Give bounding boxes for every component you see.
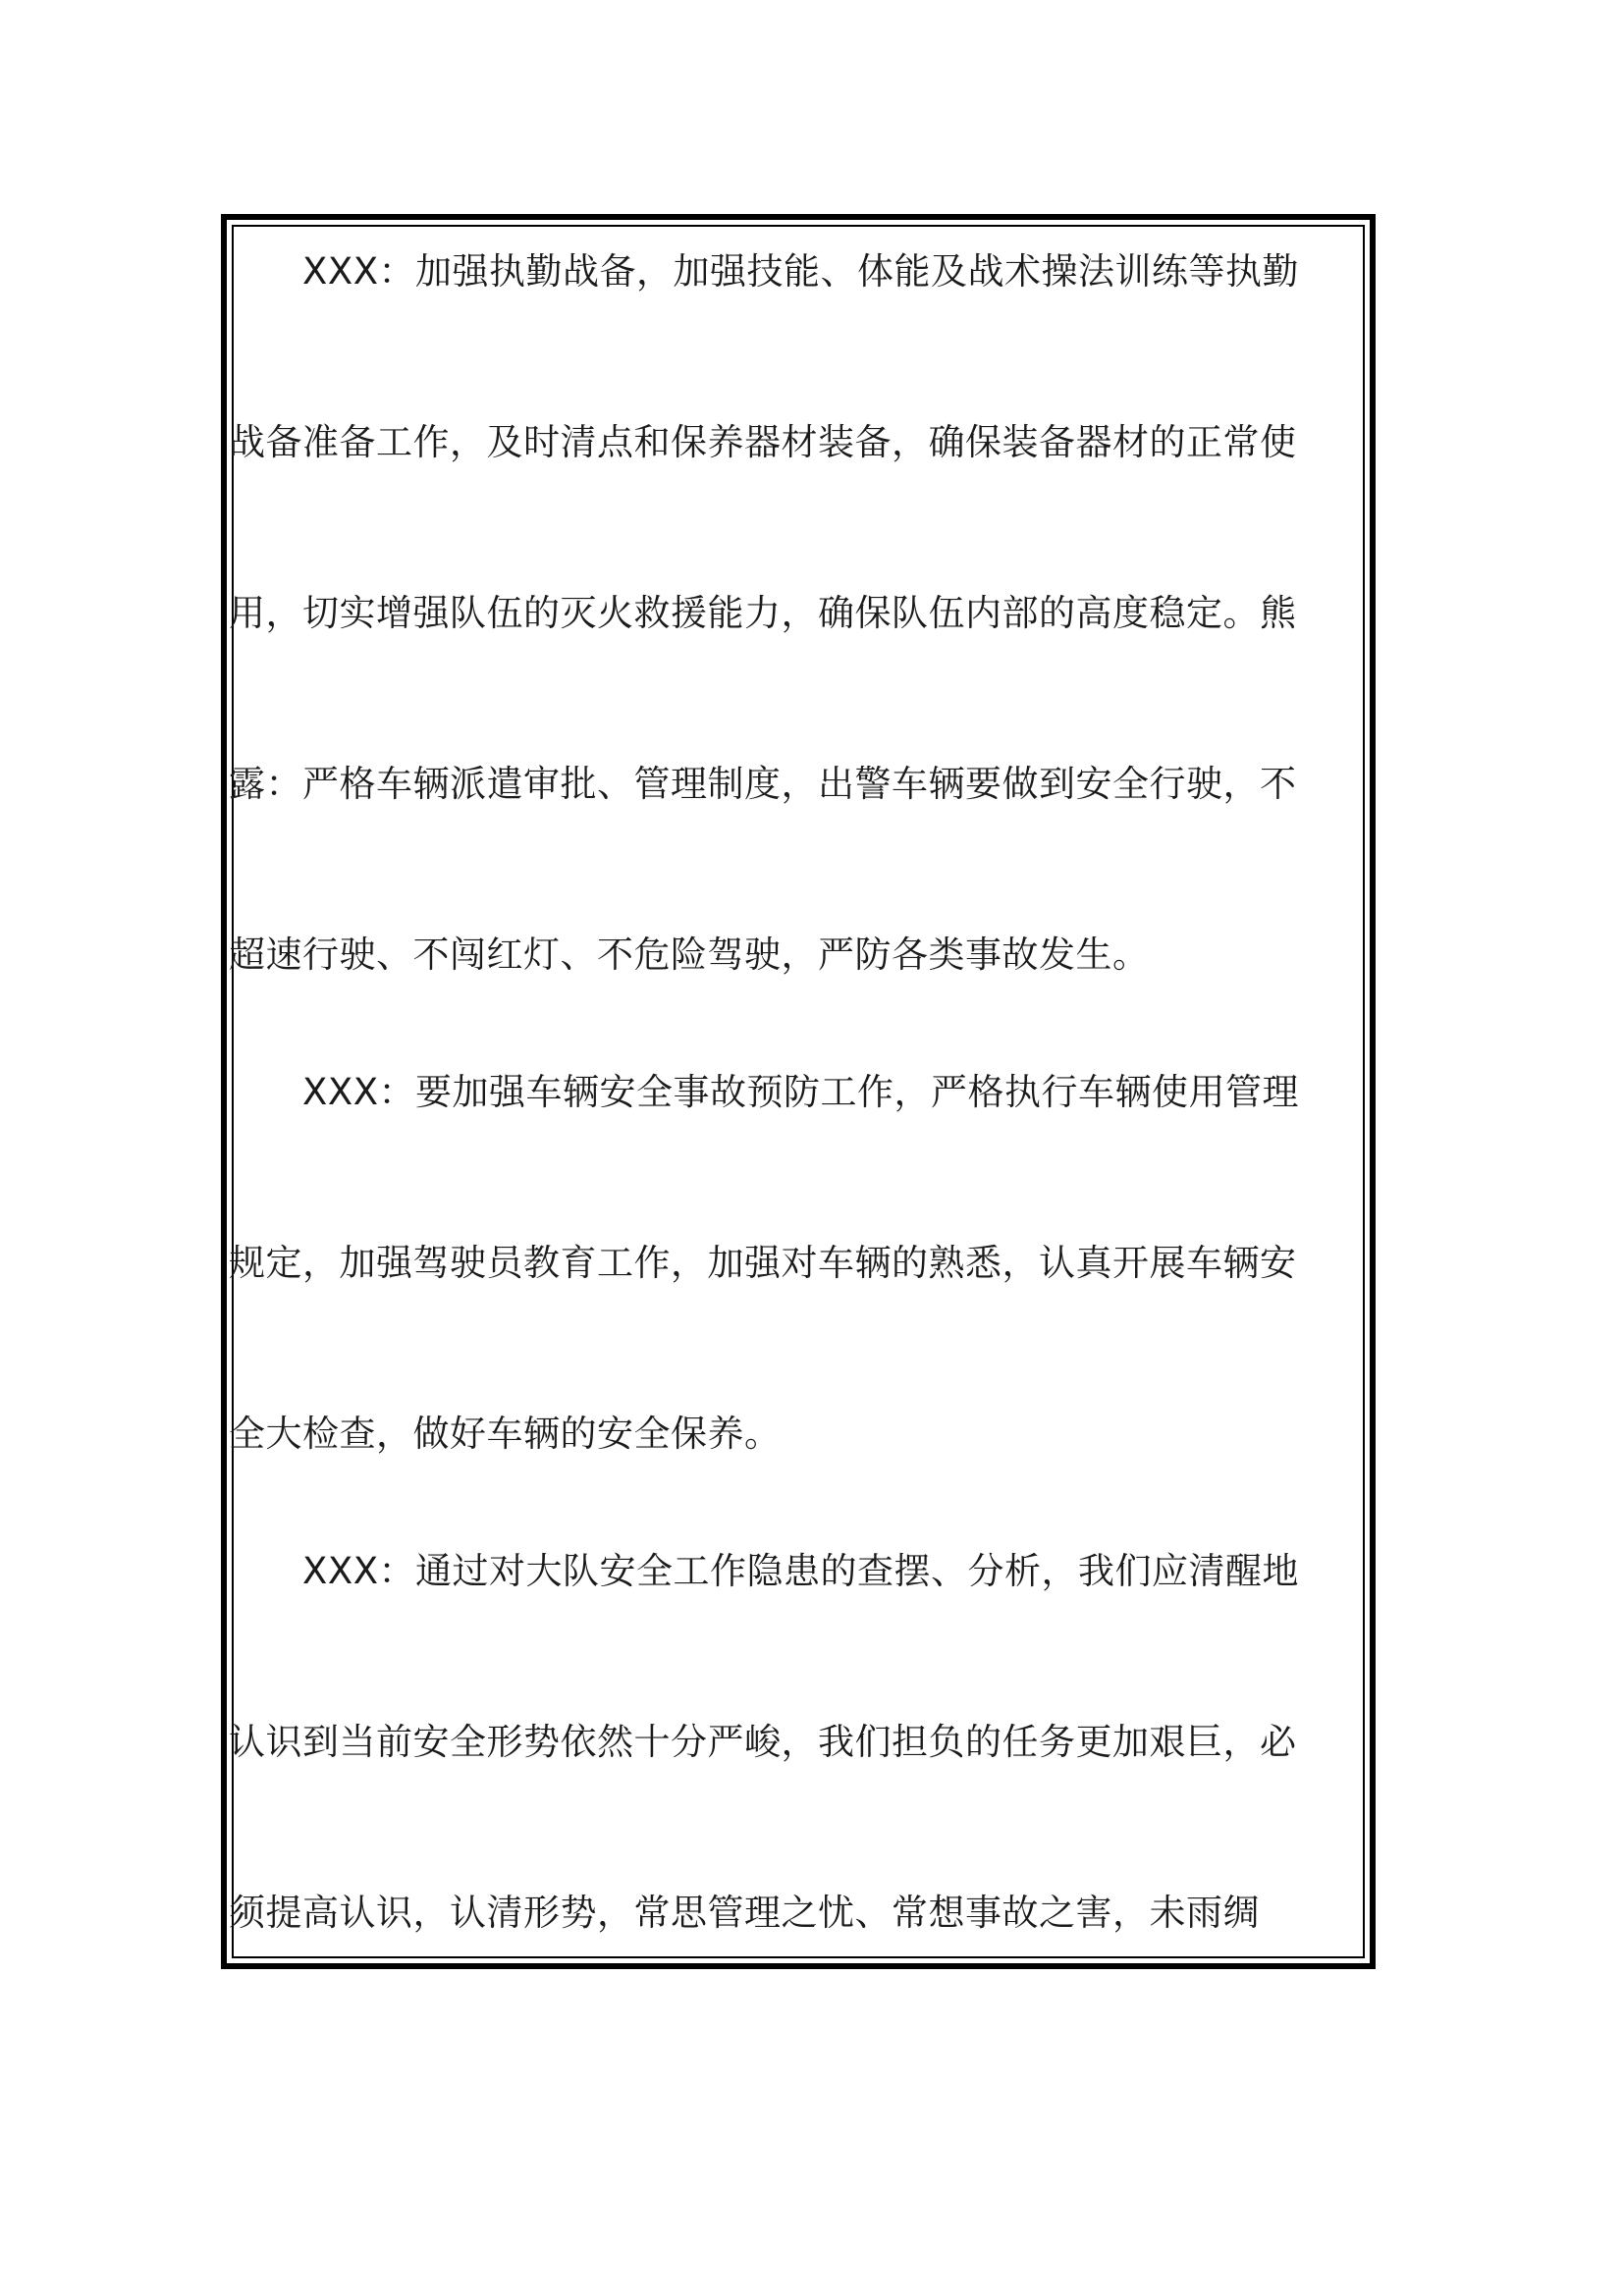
paragraph-1-line-4: 露：严格车辆派遣审批、管理制度，出警车辆要做到安全行驶，不 — [229, 763, 1297, 805]
paragraph-2-line-1: XXX：要加强车辆安全事故预防工作，严格执行车辆使用管理 — [302, 1071, 1300, 1113]
paragraph-3-line-2: 认识到当前安全形势依然十分严峻，我们担负的任务更加艰巨，必 — [229, 1721, 1297, 1763]
paragraph-2-line-2: 规定，加强驾驶员教育工作，加强对车辆的熟悉，认真开展车辆安 — [229, 1242, 1297, 1284]
paragraph-1-line-3: 用，切实增强队伍的灭火救援能力，确保队伍内部的高度稳定。熊 — [229, 592, 1297, 634]
paragraph-1-line-1: XXX：加强执勤战备，加强技能、体能及战术操法训练等执勤 — [302, 250, 1300, 293]
paragraph-1-line-2: 战备准备工作，及时清点和保养器材装备，确保装备器材的正常使 — [229, 421, 1297, 463]
paragraph-1-line-5: 超速行驶、不闯红灯、不危险驾驶，严防各类事故发生。 — [229, 934, 1150, 976]
paragraph-3-line-1: XXX：通过对大队安全工作隐患的查摆、分析，我们应清醒地 — [302, 1550, 1300, 1592]
paragraph-2-line-3: 全大检查，做好车辆的安全保养。 — [229, 1413, 782, 1455]
paragraph-3-line-3: 须提高认识，认清形势，常思管理之忧、常想事故之害，未雨绸 — [229, 1892, 1260, 1934]
